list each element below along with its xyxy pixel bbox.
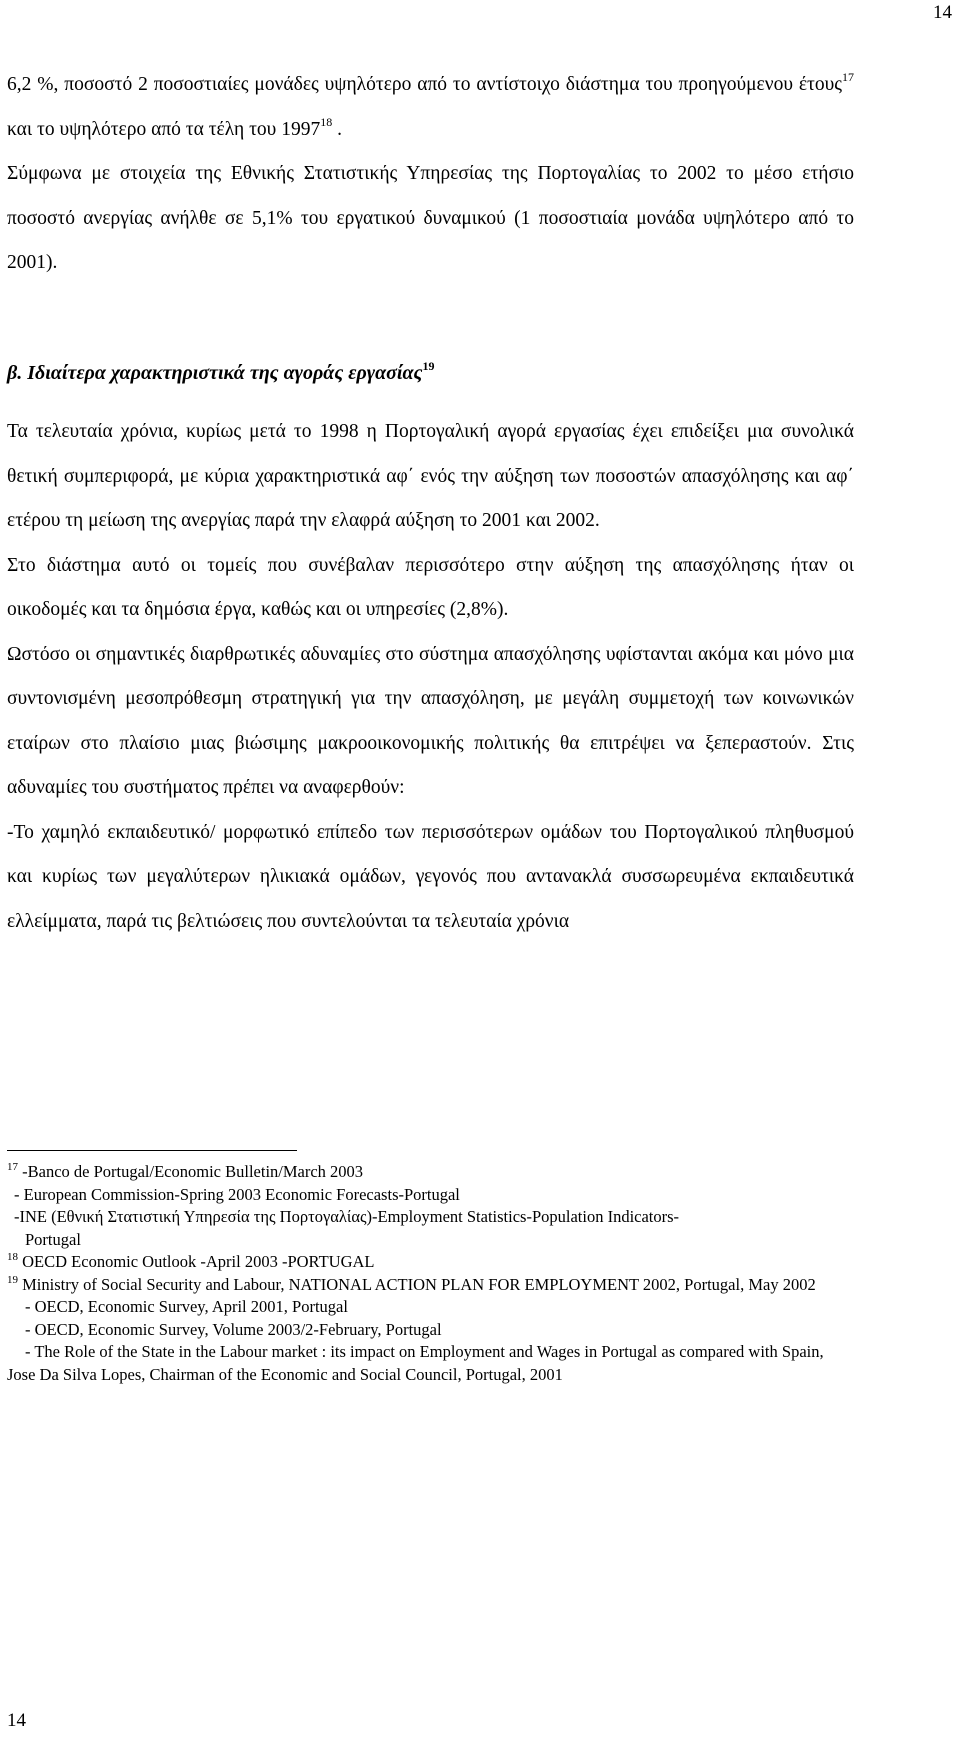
footnote-18-text: OECD Economic Outlook -April 2003 -PORTUGAL: [18, 1252, 375, 1271]
section-paragraph-2: Στο διάστημα αυτό οι τομείς που συνέβαλαν περισσότερο στην αύξηση της απασχόλησης ήταν οι οικοδομές και τα δημόσια έργα, καθώς και οι υπηρεσίες (2,8%).: [7, 554, 854, 620]
footnote-17-text: -Banco de Portugal/Economic Bulletin/March 2003: [18, 1162, 364, 1181]
footnote-19-line-4: [7, 1341, 854, 1386]
page-number-bottom: 14: [7, 1710, 26, 1731]
footnote-19-line-2: - OECD, Economic Survey, April 2001, Portugal: [25, 1297, 348, 1316]
footnote-17-line-2: - European Commission-Spring 2003 Economic Forecasts-Portugal: [14, 1184, 460, 1204]
section-paragraph-4: -Το χαμηλό εκπαιδευτικό/ μορφωτικό επίπεδο των περισσότερων ομάδων του Πορτογαλικού πληθυσμού και κυρίως των μεγαλύτερων ηλικιακά ομάδων, γεγονός που αντανακλά συσσωρευμένα εκπαιδευτικά ελλείμματα, παρά τις βελτιώσεις που συντελούνται τα τελευταία χρόνια: [7, 821, 854, 932]
footnote-19-line-3: - OECD, Economic Survey, Volume 2003/2-February, Portugal: [25, 1319, 442, 1339]
intro-paragraph-1-end: .: [332, 118, 342, 140]
section-heading: [7, 359, 435, 385]
footnotes: [7, 1161, 854, 1386]
intro-text: [7, 63, 854, 286]
footnote-17-line-1: [7, 1161, 854, 1184]
footnote-19-number: 19: [7, 1273, 18, 1286]
intro-paragraph-2: Σύμφωνα με στοιχεία της Εθνικής Στατιστικής Υπηρεσίας της Πορτογαλίας το 2002 το μέσο ετήσιο ποσοστό ανεργίας ανήλθε σε 5,1% του εργατικού δυναμικού (1 ποσοστιαία μονάδα υψηλότερο από το 2001).: [7, 163, 854, 273]
footnote-17-number: 17: [7, 1161, 18, 1173]
footnote-ref-17: 17: [842, 70, 854, 84]
intro-paragraph-1-text-b: και το υψηλότερο από τα τέλη του 1997: [7, 118, 321, 140]
footnote-ref-18: 18: [320, 114, 333, 129]
footnote-17-line-3b: Portugal: [25, 1229, 81, 1249]
footnote-18: [7, 1251, 854, 1274]
intro-paragraph-1-text-a: 6,2 %, ποσοστό 2 ποσοστιαίες μονάδες υψηλότερο από το αντίστοιχο διάστημα του προηγούμενου έτους: [7, 74, 842, 95]
page-number-top: 14: [933, 2, 952, 23]
footnote-separator: [7, 1150, 297, 1151]
section-paragraph-3: Ωστόσο οι σημαντικές διαρθρωτικές αδυναμίες στο σύστημα απασχόλησης υφίστανται ακόμα και μόνο μια συντονισμένη μεσοπρόθεσμη στρατηγική για την απασχόληση, με μεγάλη συμμετοχή των κοινωνικών εταίρων στο πλαίσιο μιας βιώσιμης μακροοικονομικής πολιτικής θα επιτρέψει να ξεπεραστούν. Στις αδυναμίες του συστήματος πρέπει να αναφερθούν:: [7, 643, 854, 798]
footnote-19-line-1: [7, 1274, 854, 1297]
intro-paragraph-1: [7, 63, 854, 152]
section-heading-text: β. Ιδιαίτερα χαρακτηριστικά της αγοράς εργασίας: [7, 362, 423, 384]
section-body: [7, 410, 854, 944]
footnote-19-text: Ministry of Social Security and Labour, NATIONAL ACTION PLAN FOR EMPLOYMENT 2002, Portugal, May 2002: [18, 1274, 816, 1294]
footnote-19-line-4-text: - The Role of the State in the Labour market : its impact on Employment and Wages in Portugal as compared with Spain, Jose Da Silva Lopes, Chairman of the Economic and Social Council, Portugal, 2001: [7, 1342, 824, 1384]
footnote-18-number: 18: [7, 1251, 18, 1263]
footnote-ref-19: 19: [422, 359, 435, 373]
footnote-17-line-3: -INE (Εθνική Στατιστική Υπηρεσία της Πορτογαλίας)-Employment Statistics-Population Indicators-: [14, 1207, 680, 1226]
section-paragraph-1: Τα τελευταία χρόνια, κυρίως μετά το 1998 η Πορτογαλική αγορά εργασίας έχει επιδείξει μια συνολικά θετική συμπεριφορά, με κύρια χαρακτηριστικά αφ΄ ενός την αύξηση των ποσοστών απασχόλησης και αφ΄ ετέρου τη μείωση της ανεργίας παρά την ελαφρά αύξηση το 2001 και 2002.: [7, 421, 854, 531]
